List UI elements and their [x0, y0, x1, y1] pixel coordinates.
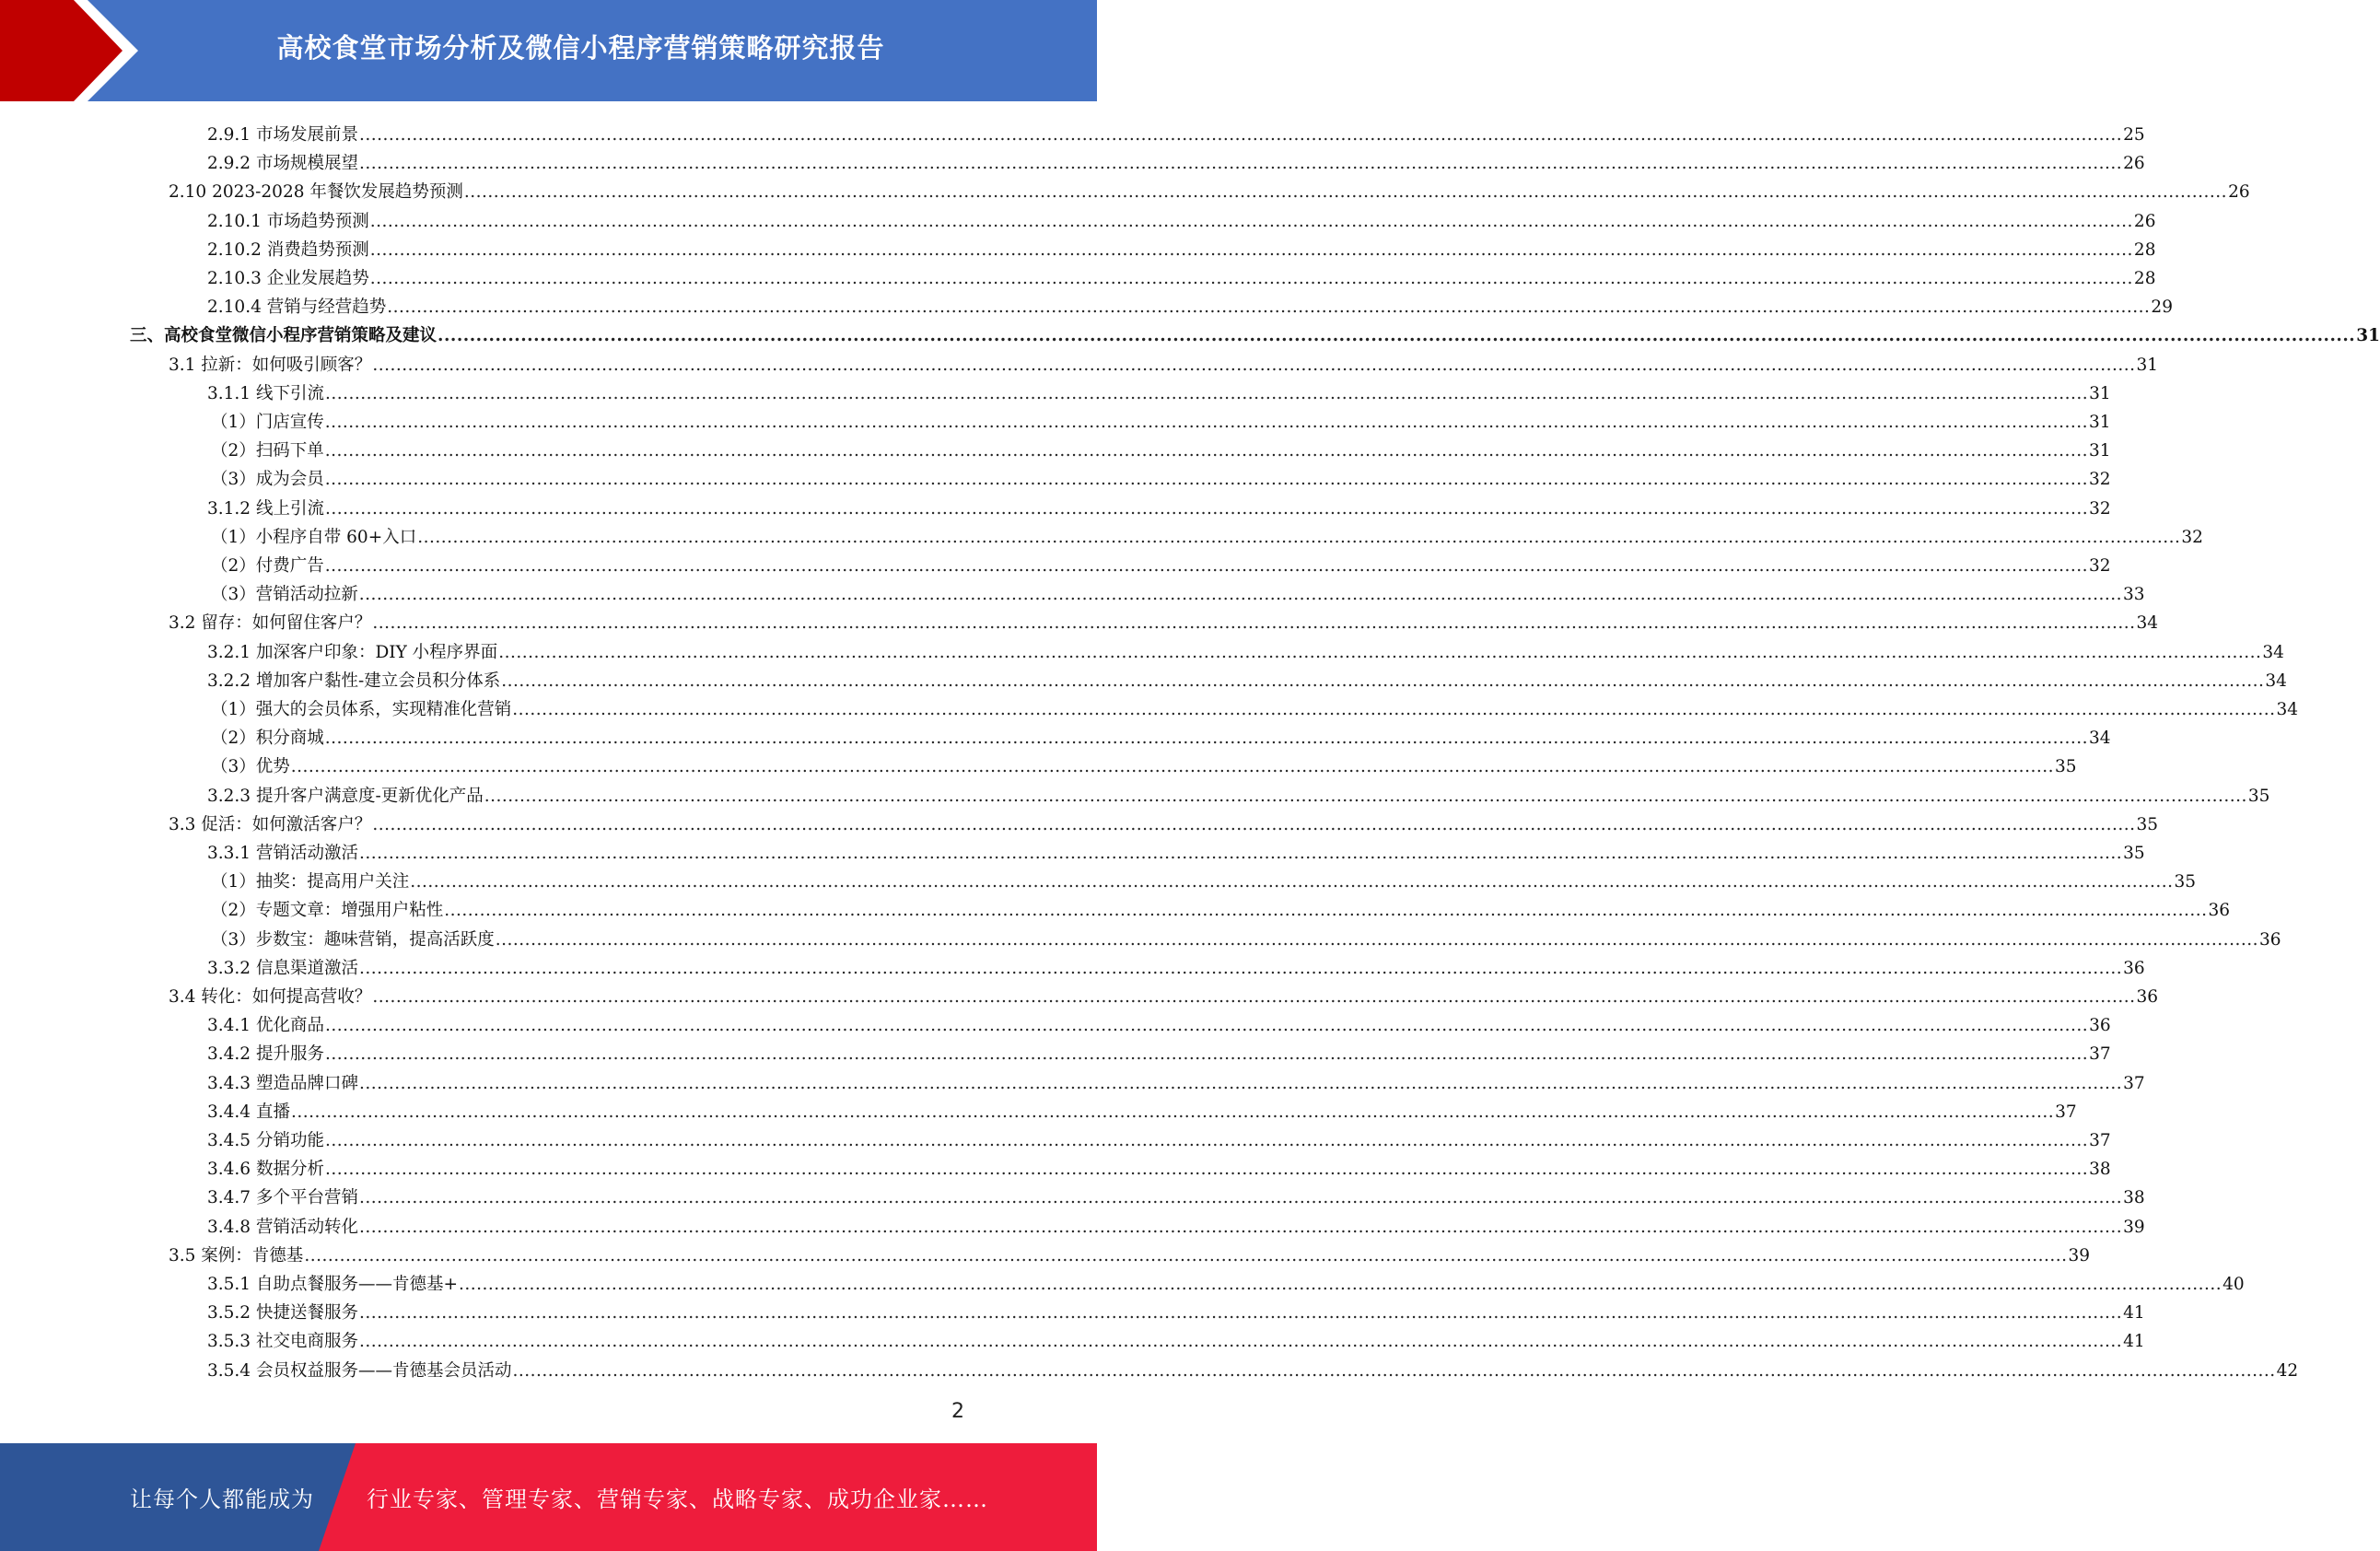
- toc-entry-page: 35: [2136, 814, 2159, 834]
- toc-entry-page: 34: [2262, 642, 2284, 662]
- toc-entry-title: （2）积分商城: [211, 729, 324, 749]
- toc-entry-page: 35: [2174, 872, 2197, 892]
- toc-leader-dots: ............................................................................................................................................................................................................................................................................................................: [372, 814, 2136, 834]
- toc-entry-page: 36: [2123, 958, 2145, 978]
- toc-entry-page: 36: [2208, 901, 2231, 921]
- toc-entry-title: 2.10.4 营销与经营趋势: [207, 297, 387, 318]
- toc-entry-title: 2.10.3 企业发展趋势: [207, 269, 369, 288]
- toc-entry[interactable]: [169, 175, 2250, 204]
- toc-entry-title: （3）优势: [211, 757, 290, 777]
- toc-entry-page: 37: [2089, 1044, 2111, 1065]
- footer-banner: [0, 1443, 1097, 1551]
- toc-entry-title: 3.2 留存：如何留住客户？: [169, 613, 372, 634]
- toc-leader-dots: ............................................................................................................................................................................................................................................................................................................: [324, 470, 2088, 490]
- toc-entry-title: 2.9.1 市场发展前景: [207, 125, 358, 145]
- toc-entry-page: 35: [2054, 757, 2077, 777]
- toc-entry[interactable]: [207, 1124, 2111, 1152]
- toc-leader-dots: ............................................................................................................................................................................................................................................................................................................: [410, 872, 2174, 892]
- toc-leader-dots: ............................................................................................................................................................................................................................................................................................................: [304, 1245, 2068, 1265]
- toc-entry[interactable]: [169, 1239, 2091, 1267]
- toc-leader-dots: ............................................................................................................................................................................................................................................................................................................: [387, 297, 2151, 318]
- toc-entry-page: 29: [2151, 297, 2173, 318]
- toc-entry-page: 28: [2133, 269, 2156, 288]
- toc-entry-page: 42: [2276, 1360, 2299, 1381]
- toc-leader-dots: ............................................................................................................................................................................................................................................................................................................: [369, 239, 2133, 260]
- toc-entry-page: 32: [2181, 527, 2203, 547]
- toc-leader-dots: ............................................................................................................................................................................................................................................................................................................: [324, 1044, 2089, 1065]
- toc-leader-dots: ............................................................................................................................................................................................................................................................................................................: [512, 700, 2276, 719]
- toc-entry-title: 3.5.1 自助点餐服务——肯德基+: [207, 1275, 458, 1294]
- toc-leader-dots: ............................................................................................................................................................................................................................................................................................................: [512, 1360, 2276, 1381]
- toc-entry[interactable]: [211, 405, 2111, 434]
- toc-entry[interactable]: [207, 836, 2145, 865]
- toc-entry-title: （3）营销活动拉新: [211, 585, 358, 605]
- toc-entry-title: 3.4.6 数据分析: [207, 1160, 324, 1180]
- toc-entry-title: 3.1.2 线上引流: [207, 498, 324, 519]
- toc-entry-page: 31: [2088, 441, 2111, 461]
- toc-entry-title: 3.1.1 线下引流: [207, 383, 324, 403]
- toc-entry-title: 3.2.2 增加客户黏性-建立会员积分体系: [207, 671, 501, 691]
- page-number: 2: [951, 1400, 964, 1423]
- toc-leader-dots: ............................................................................................................................................................................................................................................................................................................: [358, 1188, 2123, 1208]
- report-title: 高校食堂市场分析及微信小程序营销策略研究报告: [276, 31, 885, 64]
- toc-entry[interactable]: [211, 577, 2145, 606]
- toc-entry-title: 3.1 拉新：如何吸引顾客？: [169, 355, 372, 375]
- toc-entry[interactable]: [207, 1037, 2111, 1066]
- toc-entry-title: 3.4 转化：如何提高营收？: [169, 987, 372, 1007]
- toc-entry-title: 2.10 2023-2028 年餐饮发展趋势预测: [169, 182, 463, 203]
- header-bar: [0, 0, 1097, 101]
- toc-entry-page: 36: [2258, 929, 2281, 950]
- toc-entry-title: 3.3.2 信息渠道激活: [207, 958, 358, 978]
- toc-entry[interactable]: [207, 1354, 2299, 1382]
- toc-leader-dots: ............................................................................................................................................................................................................................................................................................................: [358, 125, 2123, 145]
- toc-leader-dots: ............................................................................................................................................................................................................................................................................................................: [463, 182, 2228, 203]
- toc-entry-page: 26: [2133, 211, 2156, 231]
- toc-leader-dots: ............................................................................................................................................................................................................................................................................................................: [324, 1131, 2089, 1150]
- toc-leader-dots: ............................................................................................................................................................................................................................................................................................................: [358, 585, 2122, 605]
- toc-entry[interactable]: [211, 520, 2203, 549]
- toc-entry[interactable]: [207, 1095, 2077, 1124]
- toc-entry-title: （1）强大的会员体系，实现精准化营销: [211, 700, 512, 719]
- toc-leader-dots: ............................................................................................................................................................................................................................................................................................................: [372, 987, 2136, 1007]
- toc-entry[interactable]: [207, 146, 2145, 175]
- toc-entry-title: 3.5.2 快捷送餐服务: [207, 1303, 358, 1324]
- toc-entry-page: 31: [2356, 326, 2380, 346]
- toc-entry-page: 32: [2088, 470, 2111, 490]
- toc-entry[interactable]: [211, 721, 2111, 750]
- toc-entry-title: 2.10.1 市场趋势预测: [207, 211, 369, 231]
- toc-entry[interactable]: [211, 750, 2077, 778]
- toc-entry-page: 32: [2088, 556, 2111, 576]
- toc-entry[interactable]: [211, 865, 2197, 893]
- toc-entry[interactable]: [211, 549, 2111, 577]
- toc-entry-title: （2）专题文章：增强用户粘性: [211, 901, 444, 921]
- toc-leader-dots: ............................................................................................................................................................................................................................................................................................................: [324, 498, 2089, 519]
- toc-entry-title: 3.4.1 优化商品: [207, 1016, 324, 1036]
- toc-entry-title: 3.3.1 营销活动激活: [207, 844, 358, 863]
- toc-entry[interactable]: [207, 377, 2111, 405]
- toc-entry[interactable]: [207, 636, 2284, 664]
- toc-entry-title: 3.4.4 直播: [207, 1102, 290, 1122]
- toc-entry[interactable]: [207, 951, 2145, 980]
- toc-entry-title: （1）小程序自带 60+入口: [211, 527, 417, 547]
- toc-entry[interactable]: [169, 808, 2159, 836]
- toc-leader-dots: ............................................................................................................................................................................................................................................................................................................: [290, 757, 2054, 777]
- toc-leader-dots: ............................................................................................................................................................................................................................................................................................................: [290, 1102, 2055, 1122]
- toc-entry-title: 3.2.1 加深客户印象：DIY 小程序界面: [207, 642, 498, 662]
- toc-leader-dots: ............................................................................................................................................................................................................................................................................................................: [438, 326, 2356, 346]
- toc-leader-dots: ............................................................................................................................................................................................................................................................................................................: [458, 1275, 2222, 1294]
- toc-entry-page: 38: [2123, 1188, 2145, 1208]
- footer-roles: 行业专家、管理专家、营销专家、战略专家、成功企业家……: [367, 1487, 988, 1512]
- toc-entry-page: 26: [2228, 182, 2250, 203]
- toc-entry-page: 28: [2133, 239, 2156, 260]
- toc-entry[interactable]: [207, 1324, 2145, 1353]
- toc-entry-title: （2）付费广告: [211, 556, 324, 576]
- toc-leader-dots: ............................................................................................................................................................................................................................................................................................................: [358, 844, 2123, 863]
- toc-entry-page: 34: [2136, 613, 2159, 634]
- toc-entry-page: 31: [2136, 355, 2159, 375]
- toc-entry-page: 34: [2265, 671, 2287, 691]
- toc-entry-title: （1）门店宣传: [211, 413, 324, 432]
- toc-entry-page: 31: [2088, 413, 2111, 432]
- toc-entry-title: 3.4.2 提升服务: [207, 1044, 324, 1065]
- toc-entry-page: 34: [2088, 729, 2111, 749]
- toc-leader-dots: ............................................................................................................................................................................................................................................................................................................: [372, 355, 2136, 375]
- toc-entry[interactable]: [211, 462, 2111, 491]
- toc-entry-page: 35: [2247, 786, 2270, 806]
- toc-leader-dots: ............................................................................................................................................................................................................................................................................................................: [369, 211, 2133, 231]
- toc-leader-dots: ............................................................................................................................................................................................................................................................................................................: [444, 901, 2208, 921]
- toc-leader-dots: ............................................................................................................................................................................................................................................................................................................: [484, 786, 2247, 806]
- toc-entry[interactable]: [211, 923, 2281, 951]
- toc-entry-title: 3.4.7 多个平台营销: [207, 1188, 358, 1208]
- toc-entry-title: （1）抽奖：提高用户关注: [211, 872, 410, 892]
- toc-entry-title: 3.5.3 社交电商服务: [207, 1332, 358, 1352]
- toc-leader-dots: ............................................................................................................................................................................................................................................................................................................: [358, 1332, 2123, 1352]
- toc-entry-title: （3）成为会员: [211, 470, 324, 490]
- toc-leader-dots: ............................................................................................................................................................................................................................................................................................................: [358, 1303, 2123, 1324]
- toc-leader-dots: ............................................................................................................................................................................................................................................................................................................: [324, 383, 2089, 403]
- toc-entry-page: 26: [2123, 154, 2145, 174]
- toc-entry-page: 36: [2089, 1016, 2111, 1036]
- toc-leader-dots: ............................................................................................................................................................................................................................................................................................................: [324, 556, 2088, 576]
- toc-entry[interactable]: [207, 233, 2156, 262]
- toc-leader-dots: ............................................................................................................................................................................................................................................................................................................: [358, 1217, 2123, 1237]
- toc-entry-title: 3.4.5 分销功能: [207, 1131, 324, 1150]
- toc-entry-page: 33: [2122, 585, 2145, 605]
- toc-entry[interactable]: [207, 1067, 2145, 1095]
- toc-entry-title: 3.2.3 提升客户满意度-更新优化产品: [207, 786, 484, 806]
- toc-entry[interactable]: [169, 980, 2159, 1009]
- toc-entry[interactable]: [207, 118, 2145, 146]
- toc-entry[interactable]: [211, 693, 2299, 721]
- toc-entry[interactable]: [207, 1009, 2111, 1037]
- toc-entry[interactable]: [130, 319, 2380, 347]
- toc-entry-page: 37: [2089, 1131, 2111, 1150]
- toc-leader-dots: ............................................................................................................................................................................................................................................................................................................: [358, 958, 2123, 978]
- toc-entry-page: 37: [2123, 1073, 2145, 1093]
- toc-entry[interactable]: [207, 204, 2156, 233]
- toc-entry[interactable]: [207, 1152, 2111, 1181]
- red-arrow-icon: [0, 0, 147, 101]
- toc-entry-title: 3.5.4 会员权益服务——肯德基会员活动: [207, 1360, 512, 1381]
- toc-leader-dots: ............................................................................................................................................................................................................................................................................................................: [498, 642, 2262, 662]
- toc-entry[interactable]: [207, 1296, 2145, 1324]
- toc-entry[interactable]: [211, 893, 2231, 922]
- toc-entry[interactable]: [169, 606, 2159, 635]
- toc-leader-dots: ............................................................................................................................................................................................................................................................................................................: [358, 154, 2123, 174]
- toc-entry[interactable]: [207, 779, 2270, 808]
- toc-entry-page: 32: [2089, 498, 2111, 519]
- toc-leader-dots: ............................................................................................................................................................................................................................................................................................................: [358, 1073, 2123, 1093]
- toc-entry-title: 3.4.3 塑造品牌口碑: [207, 1073, 358, 1093]
- toc-entry-title: 3.4.8 营销活动转化: [207, 1217, 358, 1237]
- toc-entry-page: 37: [2055, 1102, 2077, 1122]
- toc-leader-dots: ............................................................................................................................................................................................................................................................................................................: [324, 1016, 2089, 1036]
- toc-entry-title: 三、高校食堂微信小程序营销策略及建议: [130, 326, 438, 346]
- toc-entry[interactable]: [207, 1267, 2245, 1296]
- toc-entry-title: （2）扫码下单: [211, 441, 324, 461]
- toc-leader-dots: ............................................................................................................................................................................................................................................................................................................: [324, 441, 2088, 461]
- toc-entry-title: 2.10.2 消费趋势预测: [207, 239, 369, 260]
- toc-entry[interactable]: [207, 262, 2156, 290]
- toc-entry-page: 38: [2089, 1160, 2111, 1180]
- toc-entry[interactable]: [207, 492, 2111, 520]
- toc-leader-dots: ............................................................................................................................................................................................................................................................................................................: [324, 413, 2088, 432]
- toc-entry-page: 41: [2123, 1332, 2145, 1352]
- toc-entry-title: 3.3 促活：如何激活客户？: [169, 814, 372, 834]
- toc-leader-dots: ............................................................................................................................................................................................................................................................................................................: [369, 269, 2133, 288]
- toc-leader-dots: ............................................................................................................................................................................................................................................................................................................: [372, 613, 2136, 634]
- toc-entry-page: 31: [2089, 383, 2111, 403]
- toc-leader-dots: ............................................................................................................................................................................................................................................................................................................: [417, 527, 2181, 547]
- toc-entry-title: （3）步数宝：趣味营销，提高活跃度: [211, 929, 495, 950]
- toc-leader-dots: ............................................................................................................................................................................................................................................................................................................: [501, 671, 2265, 691]
- toc-entry-page: 35: [2123, 844, 2145, 863]
- toc-entry-page: 36: [2136, 987, 2159, 1007]
- toc-leader-dots: ............................................................................................................................................................................................................................................................................................................: [495, 929, 2258, 950]
- toc-entry-page: 34: [2276, 700, 2299, 719]
- toc-entry-page: 39: [2068, 1245, 2091, 1265]
- toc-entry[interactable]: [211, 434, 2111, 462]
- toc-entry-page: 41: [2123, 1303, 2145, 1324]
- toc-entry-page: 40: [2222, 1275, 2245, 1294]
- toc-entry[interactable]: [169, 348, 2159, 377]
- toc-entry[interactable]: [207, 1210, 2145, 1239]
- toc-entry-page: 39: [2123, 1217, 2145, 1237]
- toc-entry[interactable]: [207, 1181, 2145, 1209]
- toc-entry[interactable]: [207, 664, 2287, 693]
- toc-entry-title: 2.9.2 市场规模展望: [207, 154, 358, 174]
- footer-slogan: 让每个人都能成为: [130, 1487, 314, 1512]
- toc-leader-dots: ............................................................................................................................................................................................................................................................................................................: [324, 729, 2088, 749]
- toc-entry-title: 3.5 案例：肯德基: [169, 1245, 304, 1265]
- toc-leader-dots: ............................................................................................................................................................................................................................................................................................................: [324, 1160, 2089, 1180]
- toc-entry-page: 25: [2123, 125, 2145, 145]
- toc-entry[interactable]: [207, 290, 2173, 319]
